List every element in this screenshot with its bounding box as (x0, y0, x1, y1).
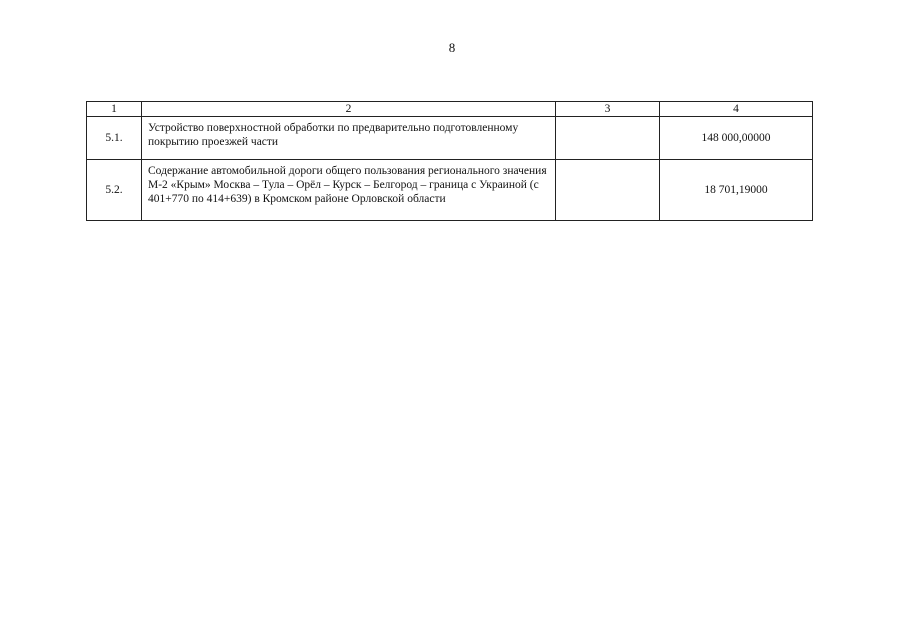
row-col3 (556, 160, 660, 221)
table-row (87, 117, 813, 160)
row-description: Устройство поверхностной обработки по предварительно подготовленному покрытию проезжей части (142, 117, 556, 160)
row-amount: 148 000,00000 (660, 117, 813, 160)
header-col-3: 3 (556, 102, 660, 117)
budget-table (86, 101, 813, 221)
row-amount: 18 701,19000 (660, 160, 813, 221)
row-col3 (556, 117, 660, 160)
table-row (87, 160, 813, 221)
row-number: 5.2. (87, 160, 142, 221)
header-col-1: 1 (87, 102, 142, 117)
row-description: Содержание автомобильной дороги общего пользования регионального значения М-2 «Крым» Москва – Тула – Орёл – Курск – Белгород – граница с Украиной (с 401+770 по 414+639) в Кромском районе Орловской области (142, 160, 556, 221)
page-number: 8 (448, 40, 456, 55)
header-col-2: 2 (142, 102, 556, 117)
row-number: 5.1. (87, 117, 142, 160)
table-header-row (87, 102, 813, 117)
header-col-4: 4 (660, 102, 813, 117)
